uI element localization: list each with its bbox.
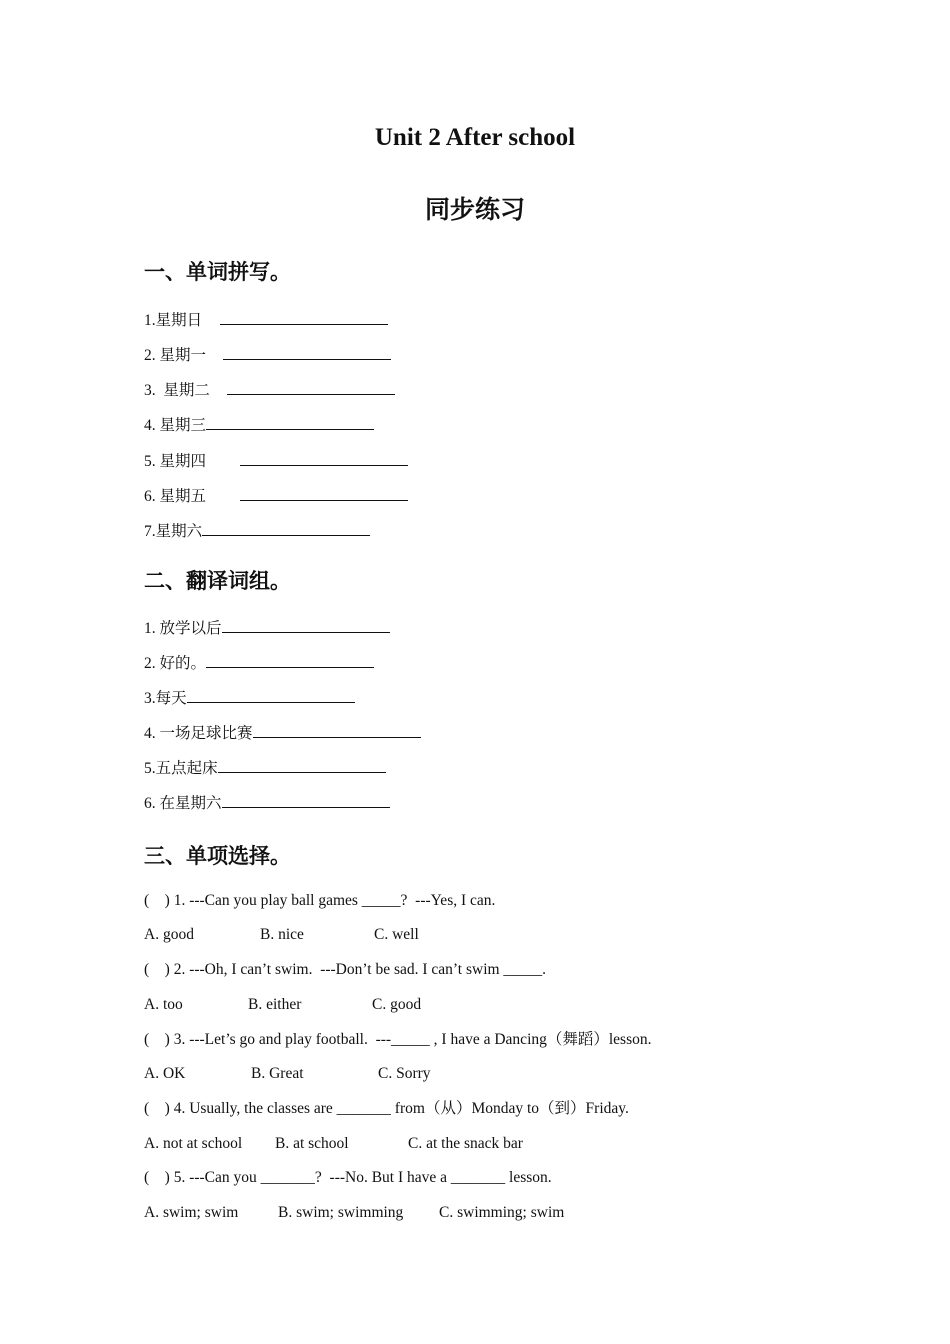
option-b[interactable]: B. either [248, 996, 302, 1013]
answer-blank[interactable] [218, 758, 386, 773]
page-subtitle: 同步练习 [424, 197, 525, 224]
answer-blank[interactable] [202, 521, 370, 536]
option-c[interactable]: C. Sorry [378, 1065, 431, 1082]
item-label: 1.星期日 [144, 312, 203, 329]
item-label: 5.五点起床 [144, 760, 218, 777]
question-stem: ( ) 2. ---Oh, I can’t swim. ---Don’t be sad. I can’t swim _____. [144, 961, 547, 978]
item-label: 4. 一场足球比赛 [144, 725, 253, 742]
question-stem: ( ) 4. Usually, the classes are _______ from（从）Monday to（到）Friday. [144, 1100, 629, 1117]
item-label: 7.星期六 [144, 523, 203, 540]
item-label: 6. 星期五 [144, 488, 207, 505]
question-stem: ( ) 5. ---Can you _______? ---No. But I have a _______ lesson. [144, 1169, 552, 1186]
answer-blank[interactable] [206, 653, 374, 668]
spelling-item [144, 415, 374, 436]
translation-item [144, 758, 386, 779]
answer-blank[interactable] [223, 345, 391, 360]
translation-item [144, 723, 421, 744]
item-label: 2. 星期一 [144, 347, 207, 364]
option-a[interactable]: A. good [144, 926, 194, 943]
section-heading-translation: 二、翻译词组。 [144, 569, 291, 593]
item-label: 3. 星期二 [144, 382, 210, 399]
question-stem: ( ) 3. ---Let’s go and play football. ---_____ , I have a Dancing（舞蹈）lesson. [144, 1031, 652, 1048]
translation-item [144, 793, 390, 814]
answer-blank[interactable] [240, 486, 408, 501]
answer-blank[interactable] [222, 618, 390, 633]
spelling-item [144, 345, 391, 366]
option-b[interactable]: B. Great [251, 1065, 304, 1082]
answer-blank[interactable] [253, 723, 421, 738]
answer-blank[interactable] [240, 451, 408, 466]
section-heading-multiple-choice: 三、单项选择。 [144, 844, 291, 868]
item-label: 4. 星期三 [144, 417, 207, 434]
spelling-item [144, 380, 395, 401]
option-b[interactable]: B. at school [275, 1135, 349, 1152]
spelling-item [144, 521, 370, 542]
translation-item [144, 653, 374, 674]
item-label: 1. 放学以后 [144, 620, 222, 637]
answer-blank[interactable] [227, 380, 395, 395]
option-c[interactable]: C. good [372, 996, 422, 1013]
answer-blank[interactable] [187, 688, 355, 703]
item-label: 6. 在星期六 [144, 795, 222, 812]
option-b[interactable]: B. swim; swimming [278, 1204, 404, 1221]
section-heading-spelling: 一、单词拼写。 [144, 260, 291, 284]
option-b[interactable]: B. nice [260, 926, 304, 943]
option-a[interactable]: A. OK [144, 1065, 186, 1082]
translation-item [144, 618, 390, 639]
option-c[interactable]: C. swimming; swim [439, 1204, 565, 1221]
spelling-item [144, 310, 388, 331]
translation-item [144, 688, 355, 709]
answer-blank[interactable] [206, 415, 374, 430]
option-c[interactable]: C. well [374, 926, 419, 943]
item-label: 3.每天 [144, 690, 187, 707]
page-title: Unit 2 After school [374, 124, 576, 151]
answer-blank[interactable] [222, 793, 390, 808]
option-a[interactable]: A. too [144, 996, 183, 1013]
item-label: 2. 好的。 [144, 655, 207, 672]
option-c[interactable]: C. at the snack bar [408, 1135, 523, 1152]
option-a[interactable]: A. swim; swim [144, 1204, 239, 1221]
answer-blank[interactable] [220, 310, 388, 325]
spelling-item [144, 486, 408, 507]
option-a[interactable]: A. not at school [144, 1135, 243, 1152]
item-label: 5. 星期四 [144, 453, 207, 470]
spelling-item [144, 451, 408, 472]
question-stem: ( ) 1. ---Can you play ball games _____? ---Yes, I can. [144, 892, 496, 909]
